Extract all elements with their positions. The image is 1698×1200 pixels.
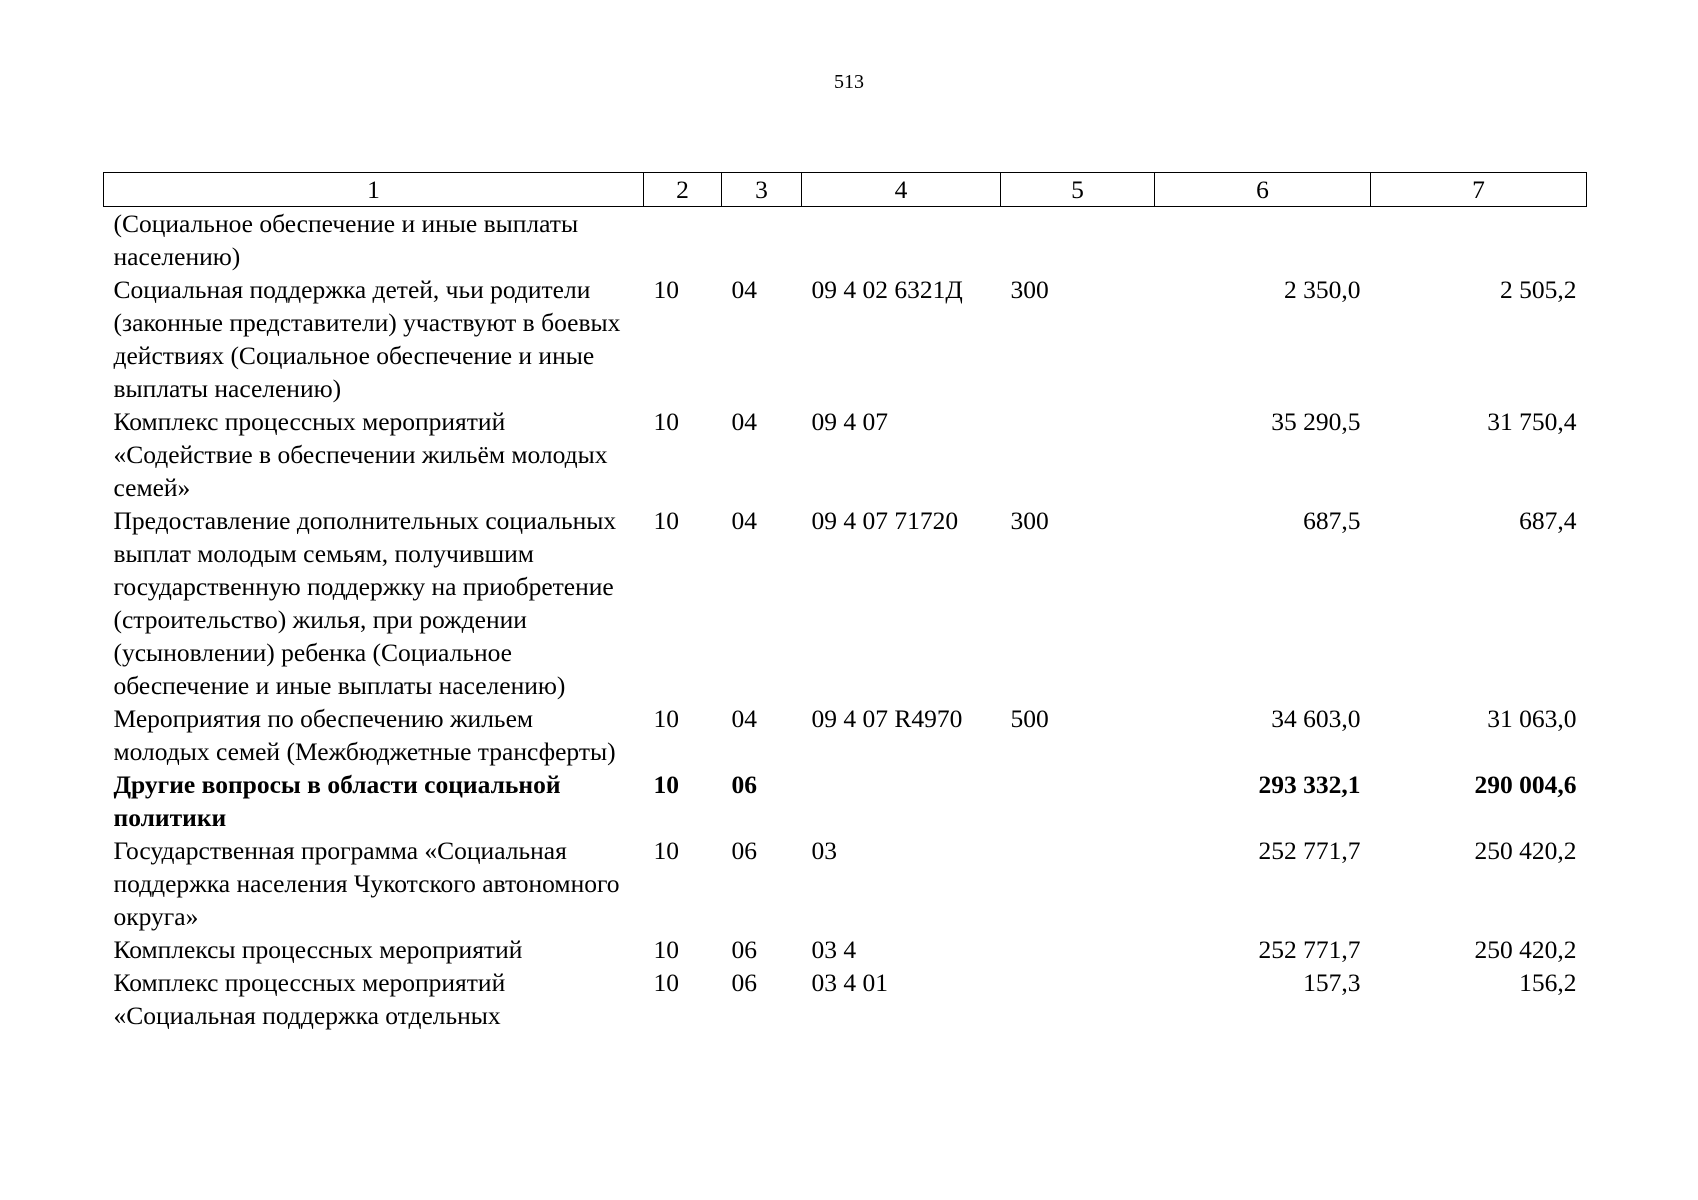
row-name: (Социальное обеспечение и иные выплаты населению) bbox=[113, 209, 579, 271]
row-section: 10 bbox=[653, 968, 679, 997]
header-cell-4: 4 bbox=[802, 173, 1001, 207]
row-amount-col7: 290 004,6 bbox=[1474, 770, 1577, 799]
row-target-code bbox=[802, 768, 1001, 834]
row-expense-type: 300 bbox=[1010, 275, 1049, 304]
header-cell-6: 6 bbox=[1155, 173, 1371, 207]
row-amount-col6: 157,3 bbox=[1303, 968, 1361, 997]
row-expense-type bbox=[1001, 834, 1155, 933]
row-target-code: 09 4 07 R4970 bbox=[811, 704, 963, 733]
row-name: Предоставление дополнительных социальных выплат молодым семьям, получившим государственную поддержку на приобретение (строительство) жилья, при рождении (усыновлении) ребенка (Социальное обеспечение и иные выплаты населению) bbox=[113, 506, 617, 700]
row-amount-col6: 2 350,0 bbox=[1284, 275, 1361, 304]
row-amount-col7: 31 063,0 bbox=[1487, 704, 1577, 733]
row-subsection: 04 bbox=[731, 275, 757, 304]
row-amount-col7 bbox=[1371, 207, 1587, 274]
row-target-code: 09 4 07 71720 bbox=[811, 506, 959, 535]
row-amount-col6: 687,5 bbox=[1303, 506, 1361, 535]
row-amount-col6: 35 290,5 bbox=[1271, 407, 1361, 436]
row-section: 10 bbox=[653, 275, 679, 304]
row-target-code: 09 4 02 6321Д bbox=[811, 275, 963, 304]
row-expense-type: 300 bbox=[1010, 506, 1049, 535]
row-amount-col6: 293 332,1 bbox=[1258, 770, 1361, 799]
row-target-code: 03 4 bbox=[811, 935, 857, 964]
table-row bbox=[104, 834, 1587, 933]
row-expense-type bbox=[1001, 405, 1155, 504]
table-row bbox=[104, 702, 1587, 768]
table-row bbox=[104, 933, 1587, 966]
row-amount-col7: 250 420,2 bbox=[1474, 836, 1577, 865]
table-body bbox=[104, 207, 1587, 1033]
table-header bbox=[104, 173, 1587, 207]
row-section: 10 bbox=[653, 935, 679, 964]
table-row bbox=[104, 273, 1587, 405]
row-section bbox=[644, 207, 722, 274]
table-row bbox=[104, 207, 1587, 274]
row-amount-col7: 31 750,4 bbox=[1487, 407, 1577, 436]
row-subsection: 04 bbox=[731, 407, 757, 436]
header-cell-5: 5 bbox=[1001, 173, 1155, 207]
row-target-code: 09 4 07 bbox=[811, 407, 888, 436]
row-amount-col6: 34 603,0 bbox=[1271, 704, 1361, 733]
row-expense-type bbox=[1001, 966, 1155, 1032]
page-number: 513 bbox=[834, 71, 864, 93]
row-subsection: 06 bbox=[731, 935, 757, 964]
row-section: 10 bbox=[653, 836, 679, 865]
row-subsection bbox=[722, 207, 802, 274]
budget-table bbox=[103, 172, 1587, 1032]
table-row-subtotal bbox=[104, 768, 1587, 834]
header-row bbox=[104, 173, 1587, 207]
table-row bbox=[104, 504, 1587, 702]
row-expense-type bbox=[1001, 933, 1155, 966]
row-subsection: 06 bbox=[731, 836, 757, 865]
row-subsection: 06 bbox=[731, 770, 757, 799]
row-expense-type bbox=[1001, 768, 1155, 834]
row-name: Комплекс процессных мероприятий «Содействие в обеспечении жильём молодых семей» bbox=[113, 407, 608, 502]
header-cell-1: 1 bbox=[104, 173, 644, 207]
row-section: 10 bbox=[653, 770, 679, 799]
row-name: Комплексы процессных мероприятий bbox=[113, 935, 523, 964]
row-amount-col6: 252 771,7 bbox=[1258, 836, 1361, 865]
row-section: 10 bbox=[653, 407, 679, 436]
row-target-code: 03 bbox=[811, 836, 837, 865]
row-amount-col7: 250 420,2 bbox=[1474, 935, 1577, 964]
header-cell-2: 2 bbox=[644, 173, 722, 207]
row-subsection: 04 bbox=[731, 506, 757, 535]
table-row bbox=[104, 405, 1587, 504]
row-target-code bbox=[802, 207, 1001, 274]
row-expense-type: 500 bbox=[1010, 704, 1049, 733]
row-name: Другие вопросы в области социальной политики bbox=[113, 770, 561, 832]
row-amount-col7: 156,2 bbox=[1519, 968, 1577, 997]
row-name: Государственная программа «Социальная поддержка населения Чукотского автономного округа» bbox=[113, 836, 620, 931]
row-target-code: 03 4 01 bbox=[811, 968, 888, 997]
row-name: Комплекс процессных мероприятий «Социальная поддержка отдельных bbox=[113, 968, 506, 1030]
row-section: 10 bbox=[653, 704, 679, 733]
row-section: 10 bbox=[653, 506, 679, 535]
header-cell-7: 7 bbox=[1371, 173, 1587, 207]
row-subsection: 06 bbox=[731, 968, 757, 997]
row-name: Социальная поддержка детей, чьи родители (законные представители) участвуют в боевых действиях (Социальное обеспечение и иные выплаты населению) bbox=[113, 275, 621, 403]
row-amount-col7: 687,4 bbox=[1519, 506, 1577, 535]
row-name: Мероприятия по обеспечению жильем молодых семей (Межбюджетные трансферты) bbox=[113, 704, 616, 766]
table-row bbox=[104, 966, 1587, 1032]
row-amount-col6 bbox=[1155, 207, 1371, 274]
row-amount-col6: 252 771,7 bbox=[1258, 935, 1361, 964]
header-cell-3: 3 bbox=[722, 173, 802, 207]
row-amount-col7: 2 505,2 bbox=[1500, 275, 1577, 304]
row-expense-type bbox=[1001, 207, 1155, 274]
row-subsection: 04 bbox=[731, 704, 757, 733]
